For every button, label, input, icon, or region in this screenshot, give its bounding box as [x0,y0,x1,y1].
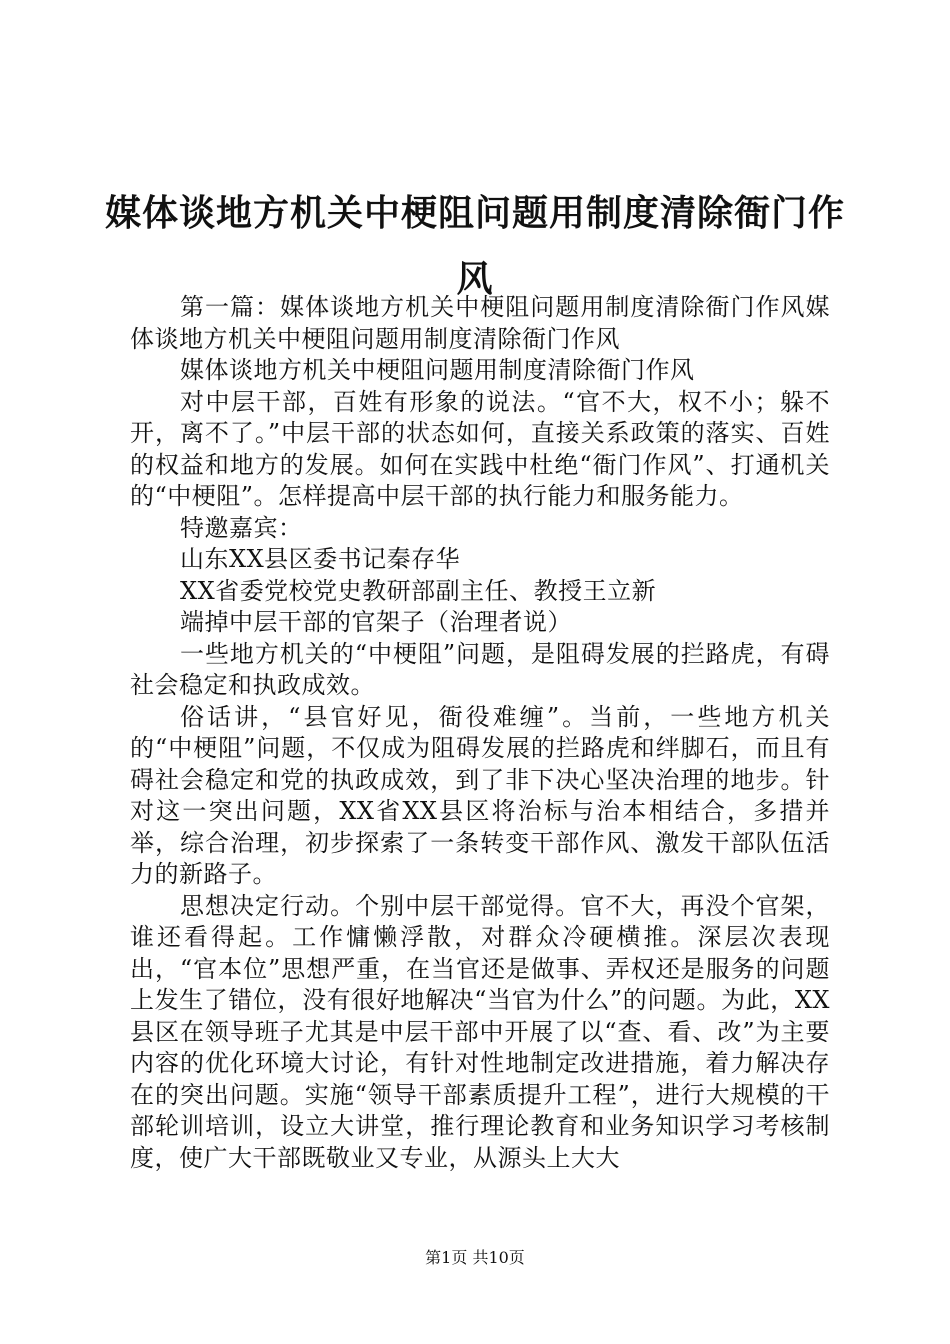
paragraph-summary: 一些地方机关的“中梗阻”问题，是阻碍发展的拦路虎，有碍社会稳定和执政成效。 [130,639,830,699]
paragraph-intro: 对中层干部，百姓有形象的说法。“官不大，权不小；躲不开，离不了。”中层干部的状态如何，直接关系政策的落实、百姓的权益和地方的发展。如何在实践中杜绝“衙门作风”、打通机关的“中梗阻”。怎样提高中层干部的执行能力和服务能力。 [130,387,830,510]
paragraph-body-2: 思想决定行动。个别中层干部觉得。官不大，再没个官架，谁还看得起。工作慵懒浮散，对群众冷硬横推。深层次表现出，“官本位”思想严重，在当官还是做事、弄权还是服务的问题上发生了错位，没有很好地解决“当官为什么”的问题。为此，XX县区在领导班子尤其是中层干部中开展了以“查、看、改”为主要内容的优化环境大讨论，有针对性地制定改进措施，着力解决存在的突出问题。实施“领导干部素质提升工程”，进行大规模的干部轮训培训，设立大讲堂，推行理论教育和业务知识学习考核制度，使广大干部既敬业又专业，从源头上大大 [130,891,830,1172]
paragraph-heading-first: 第一篇：媒体谈地方机关中梗阻问题用制度清除衙门作风媒体谈地方机关中梗阻问题用制度清除衙门作风 [130,293,830,353]
paragraph-guests-label: 特邀嘉宾： [180,513,303,542]
paragraph-section-heading: 端掉中层干部的官架子（治理者说） [180,608,572,636]
paragraph-body-1: 俗话讲，“县官好见，衙役难缠”。当前，一些地方机关的“中梗阻”问题，不仅成为阻碍发展的拦路虎和绊脚石，而且有碍社会稳定和党的执政成效，到了非下决心坚决治理的地步。针对这一突出问题，XX省XX县区将治标与治本相结合，多措并举，综合治理，初步探索了一条转变干部作风、激发干部队伍活力的新路子。 [130,702,830,888]
document-body [130,292,830,1174]
paragraph-guest-2: XX省委党校党史教研部副主任、教授王立新 [180,576,657,605]
page-number: 第1页 共10页 [425,1248,525,1267]
document-title: 媒体谈地方机关中梗阻问题用制度清除衙门作风 [104,192,845,300]
paragraph-subtitle: 媒体谈地方机关中梗阻问题用制度清除衙门作风 [180,356,695,384]
paragraph-guest-1: 山东XX县区委书记秦存华 [180,545,461,573]
